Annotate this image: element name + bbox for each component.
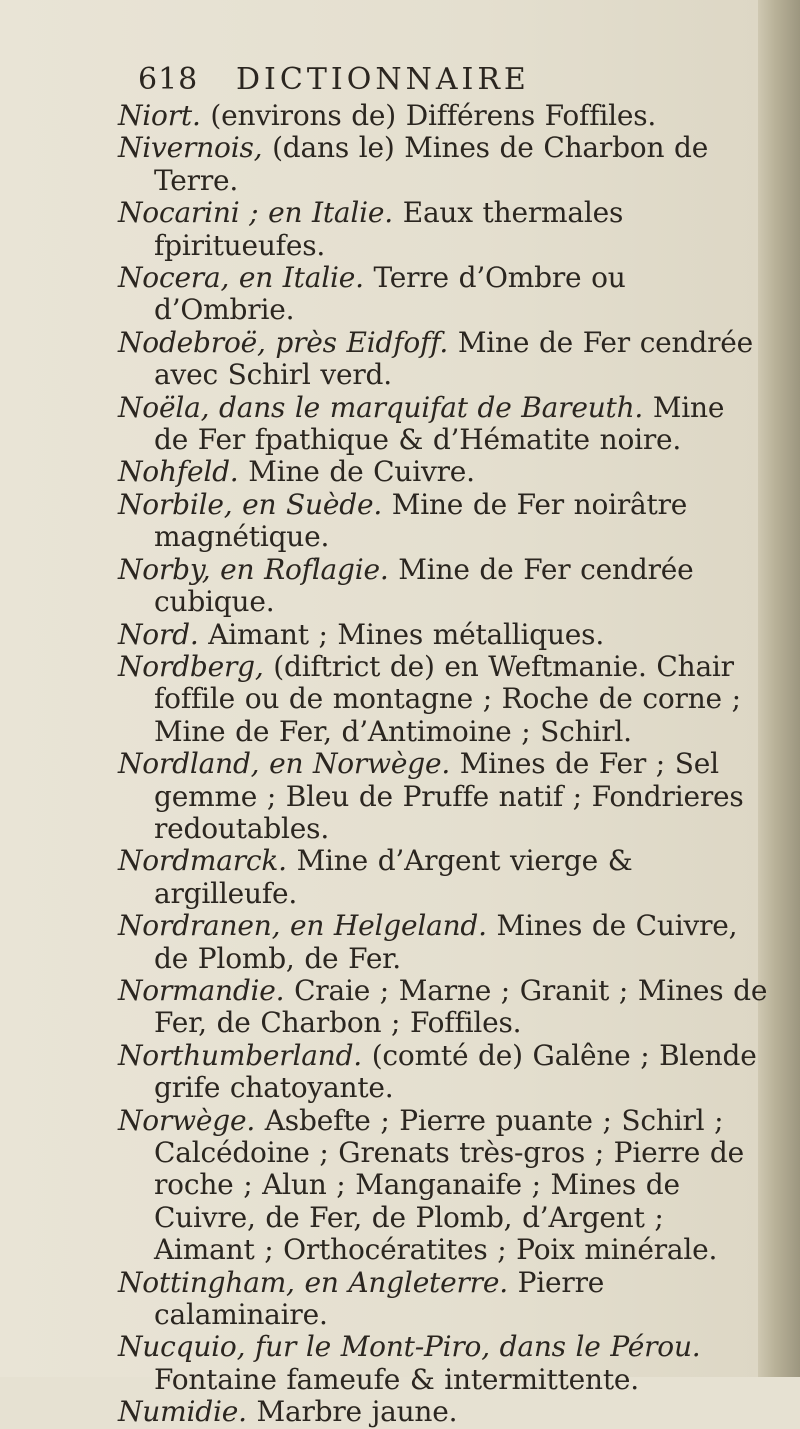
entry-nottingham bbox=[118, 1267, 768, 1332]
entry-head: Nordberg, bbox=[118, 649, 264, 683]
entry-head: Noëla, dans le marquifat de Bareuth. bbox=[118, 390, 644, 424]
entry-nocarini bbox=[118, 197, 768, 262]
page-header bbox=[138, 62, 698, 102]
running-title: DICTIONNAIRE bbox=[236, 62, 530, 97]
entry-head: Nordland, en Norwège. bbox=[118, 747, 451, 781]
entry-numidie bbox=[118, 1396, 768, 1428]
entry-head: Norby, en Roflagie. bbox=[118, 552, 389, 586]
entry-desc: Terre d’Ombre ou d’Ombrie. bbox=[154, 261, 626, 327]
entry-head: Northumberland. bbox=[118, 1038, 362, 1072]
entry-head: Normandie. bbox=[118, 973, 285, 1007]
entry-nordmarck bbox=[118, 845, 768, 910]
entry-head: Niort. bbox=[118, 99, 201, 132]
entry-head: Norwège. bbox=[118, 1103, 256, 1137]
entry-noela bbox=[118, 392, 768, 457]
entry-head: Nordmarck. bbox=[118, 844, 287, 878]
entry-desc: Eaux thermales fpiritueufes. bbox=[154, 196, 624, 262]
entry-nohfeld bbox=[118, 456, 768, 488]
entry-desc: (environs de) Différens Foffiles. bbox=[210, 99, 657, 132]
entry-niort bbox=[118, 100, 768, 132]
entry-nord bbox=[118, 619, 768, 651]
entry-norby bbox=[118, 554, 768, 619]
entry-head: Nocarini ; en Italie. bbox=[118, 196, 393, 230]
entry-desc: Marbre jaune. bbox=[256, 1395, 458, 1429]
entry-desc: Fontaine fameufe & intermittente. bbox=[154, 1362, 639, 1396]
entry-nivernois bbox=[118, 132, 768, 197]
entry-desc: Mine de Fer fpathique & d’Hématite noire. bbox=[154, 390, 725, 457]
entry-desc: Mines de Cuivre, de Plomb, de Fer. bbox=[154, 909, 738, 975]
entry-normandie bbox=[118, 975, 768, 1040]
entry-desc: (dans le) Mines de Charbon de Terre. bbox=[154, 131, 709, 197]
entry-desc: Asbefte ; Pierre puante ; Schirl ; Calcédoine ; Grenats très-gros ; Pierre de roche ; Alun ; Manganaife ; Mines de Cuivre, de Fer, de Plomb, d’Argent ; Aimant ; Orthocératites ; Poix minérale. bbox=[154, 1103, 744, 1267]
entry-nordland bbox=[118, 748, 768, 845]
entry-nodebroe bbox=[118, 327, 768, 392]
entry-desc: Mine de Fer cendrée avec Schirl verd. bbox=[154, 325, 754, 392]
entry-head: Nottingham, en Angleterre. bbox=[118, 1265, 508, 1299]
entry-norbile bbox=[118, 489, 768, 554]
entry-desc: Pierre calaminaire. bbox=[154, 1265, 605, 1332]
entry-head: Nivernois, bbox=[118, 131, 263, 165]
entry-head: Nord. bbox=[118, 617, 199, 651]
entry-desc: Mines de Fer ; Sel gemme ; Bleu de Pruffe natif ; Fondrieres redoutables. bbox=[154, 747, 744, 845]
entry-desc: Aimant ; Mines métalliques. bbox=[208, 617, 605, 651]
entry-desc: (comté de) Galêne ; Blende grife chatoyante. bbox=[154, 1038, 757, 1105]
entry-desc: Mine de Cuivre. bbox=[248, 455, 475, 489]
entry-nocera bbox=[118, 262, 768, 327]
entry-head: Nordranen, en Helgeland. bbox=[118, 909, 487, 943]
entry-head: Norbile, en Suède. bbox=[118, 487, 383, 521]
entry-desc: Craie ; Marne ; Granit ; Mines de Fer, de Charbon ; Foffiles. bbox=[154, 973, 768, 1040]
entry-head: Numidie. bbox=[118, 1395, 247, 1429]
entry-head: Nohfeld. bbox=[118, 455, 239, 489]
entry-head: Nucquio, fur le Mont-Piro, dans le Pérou. bbox=[118, 1330, 701, 1364]
entry-nordranen bbox=[118, 910, 768, 975]
page-number: 618 bbox=[138, 62, 199, 97]
entry-desc: Mine de Fer noirâtre magnétique. bbox=[154, 487, 688, 554]
entry-northumberland bbox=[118, 1040, 768, 1105]
entry-desc: Mine d’Argent vierge & argilleufe. bbox=[154, 844, 633, 910]
entry-desc: (diftrict de) en Weftmanie. Chair foffile ou de montagne ; Roche de corne ; Mine de Fer, d’Antimoine ; Schirl. bbox=[154, 649, 741, 748]
entry-nucquio bbox=[118, 1331, 768, 1396]
entry-head: Nodebroë, près Eidfoff. bbox=[118, 325, 449, 359]
entry-nordberg bbox=[118, 651, 768, 748]
entry-head: Nocera, en Italie. bbox=[118, 261, 364, 295]
dictionary-entries bbox=[118, 100, 768, 1429]
entry-norwege bbox=[118, 1105, 768, 1267]
entry-desc: Mine de Fer cendrée cubique. bbox=[154, 552, 694, 619]
